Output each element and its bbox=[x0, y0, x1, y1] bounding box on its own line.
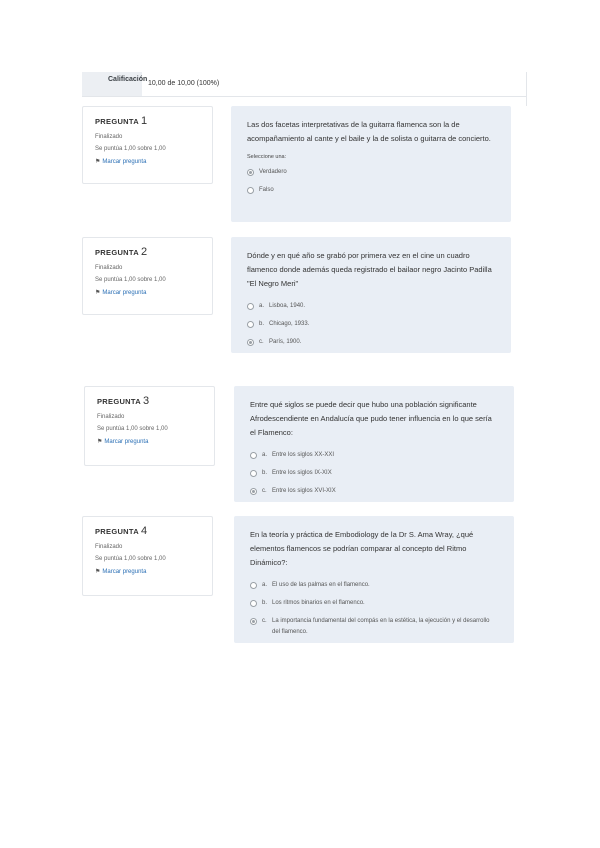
answer-option[interactable]: a. Lisboa, 1940. bbox=[247, 301, 495, 312]
flag-icon: ⚑ bbox=[97, 439, 103, 445]
question-points: Se puntúa 1,00 sobre 1,00 bbox=[95, 277, 166, 283]
question-text: Dónde y en qué año se grabó por primera vez en el cine un cuadro flamenco donde además queda registrado el bailaor negro Jacinto Padilla "El Negro Meri" bbox=[247, 251, 492, 288]
question-number: PREGUNTA 1 bbox=[95, 115, 148, 127]
question-content bbox=[231, 106, 511, 222]
question-info bbox=[82, 106, 213, 184]
question-text: En la teoría y práctica de Embodiology de la Dr S. Ama Wray, ¿qué elementos flamencos se podrían comparar al concepto del Ritmo Dinámico?: bbox=[250, 530, 474, 567]
radio-button[interactable] bbox=[247, 339, 254, 346]
question-info bbox=[82, 237, 213, 315]
question-number: PREGUNTA 2 bbox=[95, 246, 148, 258]
question-state: Finalizado bbox=[95, 265, 123, 271]
question-points: Se puntúa 1,00 sobre 1,00 bbox=[95, 556, 166, 562]
answer-option[interactable]: Verdadero bbox=[247, 167, 495, 178]
radio-button[interactable] bbox=[250, 452, 257, 459]
radio-button[interactable] bbox=[250, 470, 257, 477]
flag-icon: ⚑ bbox=[95, 569, 101, 575]
answer-option[interactable]: b. Entre los siglos IX-XIX bbox=[250, 468, 498, 479]
question-content bbox=[234, 386, 514, 502]
flag-question-link[interactable]: ⚑ Marcar pregunta bbox=[95, 159, 147, 165]
flag-question-link[interactable]: ⚑ Marcar pregunta bbox=[95, 290, 147, 296]
question-points: Se puntúa 1,00 sobre 1,00 bbox=[95, 146, 166, 152]
question-info bbox=[82, 516, 213, 596]
radio-button[interactable] bbox=[247, 187, 254, 194]
question-number: PREGUNTA 4 bbox=[95, 525, 148, 537]
answer-option[interactable]: c. París, 1900. bbox=[247, 337, 495, 348]
radio-button[interactable] bbox=[250, 582, 257, 589]
grade-label: Calificación bbox=[82, 72, 142, 96]
radio-button[interactable] bbox=[250, 600, 257, 607]
question-text: Las dos facetas interpretativas de la guitarra flamenca son la de acompañamiento al cante y el baile y la de solista o guitarra de concierto. bbox=[247, 120, 491, 143]
grade-value: 10,00 de 10,00 (100%) bbox=[148, 80, 220, 87]
radio-button[interactable] bbox=[247, 169, 254, 176]
flag-icon: ⚑ bbox=[95, 290, 101, 296]
divider bbox=[82, 96, 526, 97]
question-text: Entre qué siglos se puede decir que hubo una población significante Afrodescendiente en Andalucía que pudo tener influencia en lo que sería el Flamenco: bbox=[250, 400, 492, 437]
question-state: Finalizado bbox=[97, 414, 125, 420]
question-number: PREGUNTA 3 bbox=[97, 395, 150, 407]
question-points: Se puntúa 1,00 sobre 1,00 bbox=[97, 426, 168, 432]
answer-prompt: Seleccione una: bbox=[247, 154, 287, 160]
answer-option[interactable]: b. Chicago, 1933. bbox=[247, 319, 495, 330]
answer-option[interactable]: a. Entre los siglos XX-XXI bbox=[250, 450, 498, 461]
radio-button[interactable] bbox=[250, 488, 257, 495]
question-state: Finalizado bbox=[95, 134, 123, 140]
flag-question-link[interactable]: ⚑ Marcar pregunta bbox=[95, 569, 147, 575]
answer-option[interactable]: Falso bbox=[247, 185, 495, 196]
answer-option[interactable]: b. Los ritmos binarios en el flamenco. bbox=[250, 598, 498, 609]
question-content bbox=[231, 237, 511, 353]
flag-question-link[interactable]: ⚑ Marcar pregunta bbox=[97, 439, 149, 445]
divider bbox=[526, 72, 527, 106]
answer-option[interactable]: c. Entre los siglos XVI-XIX bbox=[250, 486, 498, 497]
answer-option[interactable]: a. El uso de las palmas en el flamenco. bbox=[250, 580, 498, 591]
radio-button[interactable] bbox=[247, 321, 254, 328]
radio-button[interactable] bbox=[247, 303, 254, 310]
question-content bbox=[234, 516, 514, 643]
radio-button[interactable] bbox=[250, 618, 257, 625]
question-state: Finalizado bbox=[95, 544, 123, 550]
flag-icon: ⚑ bbox=[95, 159, 101, 165]
question-info bbox=[84, 386, 215, 466]
answer-option[interactable]: c. La importancia fundamental del compás en la estética, la ejecución y el desarrollo del flamenco. bbox=[250, 616, 498, 638]
